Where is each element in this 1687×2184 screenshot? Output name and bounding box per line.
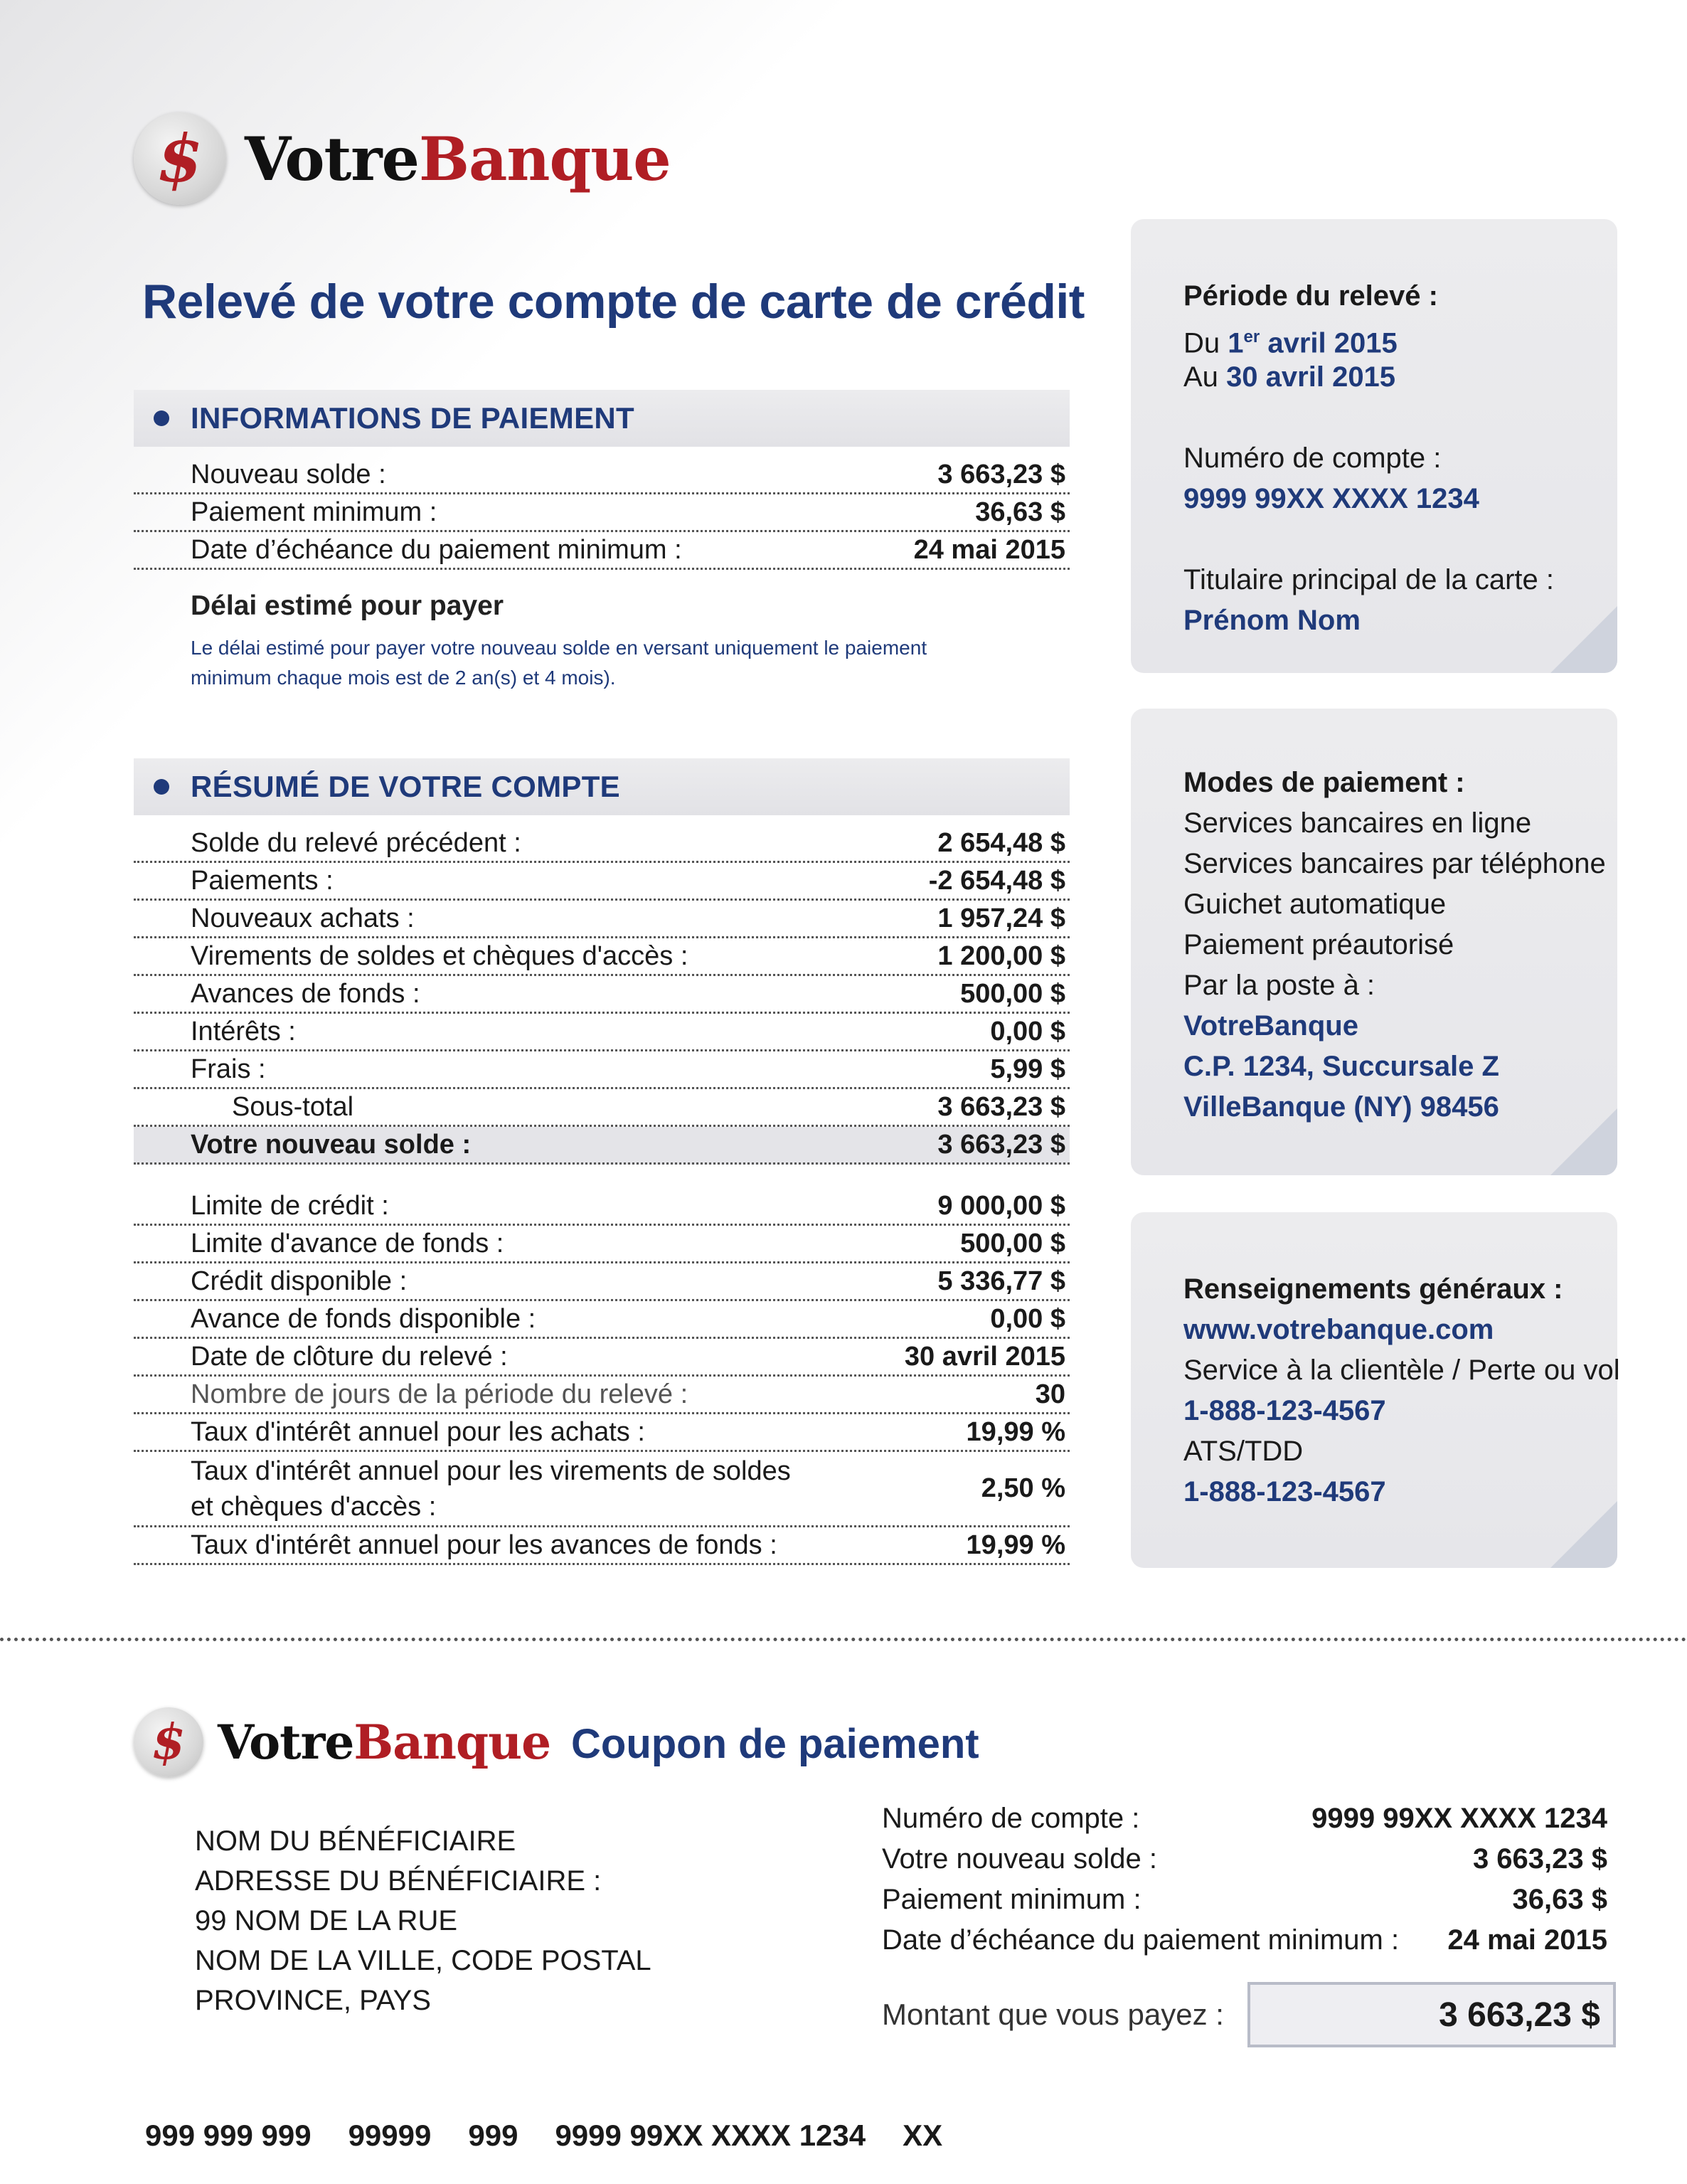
detail-row: Taux d'intérêt annuel pour les virements de soldes et chèques d'accès : 2,50 %	[134, 1452, 1070, 1527]
account-number: 9999 99XX XXXX 1234	[1183, 483, 1479, 514]
estimate-text: Le délai estimé pour payer votre nouveau solde en versant uniquement le paiement minimum chaque mois est de 2 an(s) et 4 mois).	[191, 637, 927, 689]
general-info-panel: Renseignements généraux : www.votrebanque.com Service à la clientèle / Perte ou vol 1-888-123-4567 ATS/TDD 1-888-123-4567	[1131, 1212, 1617, 1568]
detail-row: Date de clôture du relevé : 30 avril 2015	[134, 1339, 1070, 1377]
page-title: Relevé de votre compte de carte de crédit	[142, 275, 1085, 329]
cut-line	[0, 1638, 1687, 1641]
summary-row: Virements de soldes et chèques d'accès : 1 200,00 $	[134, 938, 1070, 976]
due-date-row: Date d’échéance du paiement minimum : 24 mai 2015	[134, 532, 1070, 570]
bank-name: VotreBanque	[245, 123, 671, 194]
account-summary-rows	[134, 825, 1070, 1165]
detail-row: Limite d'avance de fonds : 500,00 $	[134, 1226, 1070, 1263]
page-fold-icon	[1550, 1108, 1617, 1175]
payment-methods-panel: Modes de paiement : Services bancaires en ligne Services bancaires par téléphone Guichet automatique Paiement préautorisé Par la poste à : VotreBanque C.P. 1234, Succursale Z VilleBanque (NY) 98456	[1131, 709, 1617, 1175]
detail-row: Crédit disponible : 5 336,77 $	[134, 1263, 1070, 1301]
bullet-icon	[154, 410, 169, 426]
detail-row: Taux d'intérêt annuel pour les achats : 19,99 %	[134, 1414, 1070, 1452]
bullet-icon	[154, 779, 169, 795]
cardholder-name: Prénom Nom	[1183, 605, 1361, 636]
coupon-row: Votre nouveau solde : 3 663,23 $	[882, 1843, 1607, 1875]
summary-row: Solde du relevé précédent : 2 654,48 $	[134, 825, 1070, 863]
statement-period-panel: Période du relevé : Du 1er avril 2015 Au 30 avril 2015 Numéro de compte : 9999 99XX XXXX 1234 Titulaire principal de la carte : Prénom Nom	[1131, 219, 1617, 673]
account-summary-header: RÉSUMÉ DE VOTRE COMPTE	[134, 758, 1070, 815]
coupon-title: Coupon de paiement	[571, 1721, 979, 1767]
coupon-bank-logo	[134, 1707, 550, 1777]
new-balance-total-row: Votre nouveau solde : 3 663,23 $	[134, 1127, 1070, 1165]
coupon-row: Date d’échéance du paiement minimum : 24 mai 2015	[882, 1924, 1607, 1956]
estimate-heading: Délai estimé pour payer	[191, 590, 504, 621]
payment-info-header: INFORMATIONS DE PAIEMENT	[134, 390, 1070, 447]
service-phone: 1-888-123-4567	[1183, 1395, 1386, 1426]
tty-phone: 1-888-123-4567	[1183, 1476, 1386, 1507]
coupon-row: Paiement minimum : 36,63 $	[882, 1884, 1607, 1915]
summary-row: Paiements : -2 654,48 $	[134, 863, 1070, 901]
detail-row: Taux d'intérêt annuel pour les avances de fonds : 19,99 %	[134, 1527, 1070, 1565]
subtotal-row: Sous-total 3 663,23 $	[134, 1089, 1070, 1127]
detail-row: Avance de fonds disponible : 0,00 $	[134, 1301, 1070, 1339]
detail-row: Nombre de jours de la période du relevé : 30	[134, 1377, 1070, 1414]
summary-row: Nouveaux achats : 1 957,24 $	[134, 901, 1070, 938]
coupon-info	[882, 1798, 1607, 1961]
summary-row: Avances de fonds : 500,00 $	[134, 976, 1070, 1014]
summary-row: Frais : 5,99 $	[134, 1051, 1070, 1089]
payment-info-rows	[134, 457, 1070, 570]
dollar-logo-icon: $	[134, 112, 226, 205]
amount-paid-field[interactable]: 3 663,23 $	[1247, 1982, 1616, 2047]
dollar-logo-icon: $	[134, 1707, 203, 1777]
page-fold-icon	[1550, 606, 1617, 673]
micr-line: 999 999 999 99999 999 9999 99XX XXXX 1234 XX	[145, 2119, 943, 2152]
minimum-payment-row: Paiement minimum : 36,63 $	[134, 494, 1070, 532]
coupon-row: Numéro de compte : 9999 99XX XXXX 1234	[882, 1803, 1607, 1834]
account-details-rows	[134, 1188, 1070, 1565]
new-balance-row: Nouveau solde : 3 663,23 $	[134, 457, 1070, 494]
bank-logo	[134, 112, 671, 205]
bank-name: VotreBanque	[218, 1714, 551, 1770]
summary-row: Intérêts : 0,00 $	[134, 1014, 1070, 1051]
page-fold-icon	[1550, 1501, 1617, 1568]
amount-paid-label: Montant que vous payez :	[882, 1998, 1224, 2031]
detail-row: Limite de crédit : 9 000,00 $	[134, 1188, 1070, 1226]
website-link[interactable]: www.votrebanque.com	[1183, 1314, 1494, 1345]
payee-address: NOM DU BÉNÉFICIAIRE ADRESSE DU BÉNÉFICIAIRE : 99 NOM DE LA RUE NOM DE LA VILLE, CODE POSTAL PROVINCE, PAYS	[195, 1825, 651, 2016]
